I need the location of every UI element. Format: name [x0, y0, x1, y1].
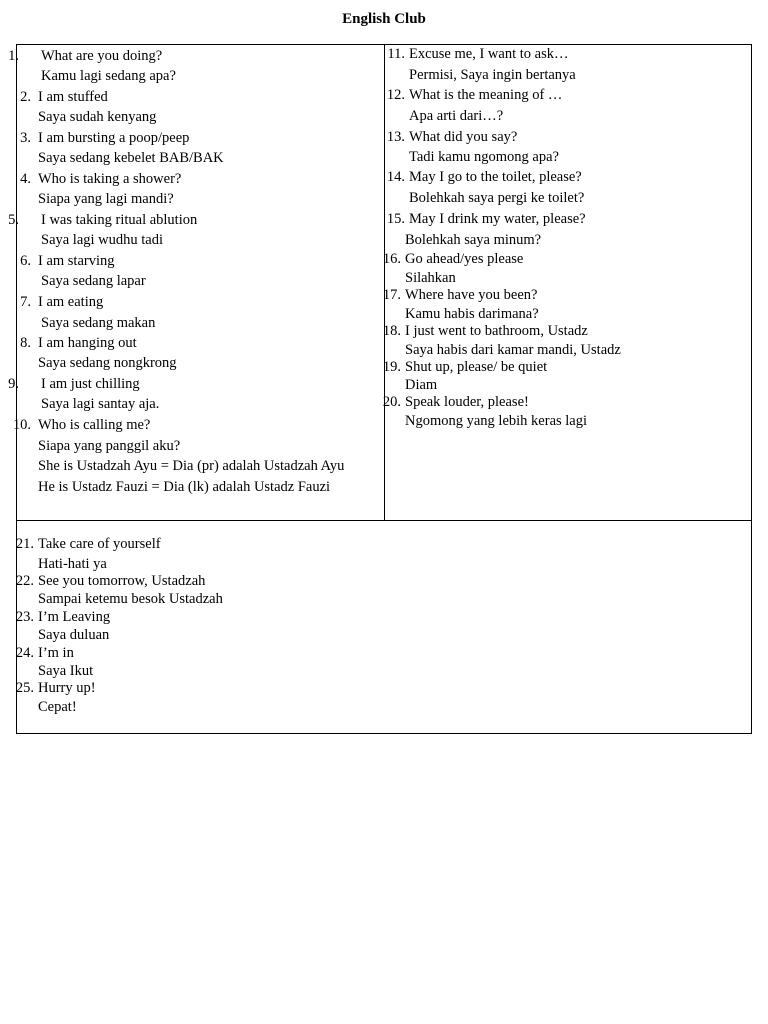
- item-number: 16.: [382, 251, 401, 267]
- english-phrase: I’m in: [38, 645, 74, 661]
- item-number: 24.: [15, 645, 34, 661]
- english-phrase: Shut up, please/ be quiet: [405, 359, 548, 375]
- item-number: 4.: [20, 171, 31, 187]
- item-number: 25.: [15, 680, 34, 696]
- english-phrase: I am stuffed: [38, 89, 108, 105]
- english-phrase: Hurry up!: [38, 680, 96, 696]
- item-number: 14.: [386, 169, 405, 185]
- english-phrase: I’m Leaving: [38, 609, 111, 625]
- english-phrase: Where have you been?: [405, 287, 538, 303]
- english-phrase: Excuse me, I want to ask…: [409, 46, 569, 62]
- english-phrase: Go ahead/yes please: [405, 251, 524, 267]
- english-phrase: I just went to bathroom, Ustadz: [405, 323, 588, 339]
- item-number: 20.: [382, 394, 401, 410]
- column-divider: [384, 45, 385, 520]
- item-number: 10.: [12, 417, 31, 433]
- english-phrase: May I drink my water, please?: [409, 211, 586, 227]
- english-phrase: What are you doing?: [41, 48, 163, 64]
- english-phrase: Speak louder, please!: [405, 394, 529, 410]
- item-number: 17.: [382, 287, 401, 303]
- item-number: 2.: [20, 89, 31, 105]
- indonesian-translation: Siapa yang panggil aku?: [38, 438, 181, 454]
- english-phrase: Who is taking a shower?: [38, 171, 182, 187]
- indonesian-translation: Saya sedang nongkrong: [38, 355, 177, 371]
- item-number: 3.: [20, 130, 31, 146]
- indonesian-translation: Bolehkah saya pergi ke toilet?: [409, 190, 585, 206]
- indonesian-translation: Diam: [405, 377, 438, 393]
- indonesian-translation: Permisi, Saya ingin bertanya: [409, 67, 576, 83]
- indonesian-translation: Saya lagi santay aja.: [41, 396, 160, 412]
- english-phrase: May I go to the toilet, please?: [409, 169, 582, 185]
- english-phrase: I am hanging out: [38, 335, 137, 351]
- english-phrase: What is the meaning of …: [409, 87, 563, 103]
- item-number: 13.: [386, 129, 405, 145]
- item-number: 18.: [382, 323, 401, 339]
- indonesian-translation: Saya sedang kebelet BAB/BAK: [38, 150, 224, 166]
- indonesian-translation: Tadi kamu ngomong apa?: [409, 149, 559, 165]
- item-number: 9.: [8, 376, 19, 392]
- english-phrase: I was taking ritual ablution: [41, 212, 198, 228]
- indonesian-translation: Siapa yang lagi mandi?: [38, 191, 174, 207]
- page-title: English Club: [342, 11, 426, 27]
- indonesian-translation: Saya sedang makan: [41, 315, 156, 331]
- item-number: 6.: [20, 253, 31, 269]
- indonesian-translation: Sampai ketemu besok Ustadzah: [38, 591, 223, 607]
- indonesian-translation: Saya Ikut: [38, 663, 94, 679]
- english-phrase: Take care of yourself: [38, 536, 161, 552]
- indonesian-translation: Bolehkah saya minum?: [405, 232, 542, 248]
- indonesian-translation: Saya duluan: [38, 627, 110, 643]
- item-number: 19.: [382, 359, 401, 375]
- indonesian-translation: Saya habis dari kamar mandi, Ustadz: [405, 342, 621, 358]
- item-number: 5.: [8, 212, 19, 228]
- indonesian-translation: Saya sudah kenyang: [38, 109, 157, 125]
- indonesian-translation: Kamu lagi sedang apa?: [41, 68, 176, 84]
- item-number: 23.: [15, 609, 34, 625]
- item-number: 12.: [386, 87, 405, 103]
- english-phrase: Who is calling me?: [38, 417, 151, 433]
- example-sentence: She is Ustadzah Ayu = Dia (pr) adalah Ustadzah Ayu: [38, 458, 345, 474]
- indonesian-translation: Apa arti dari…?: [409, 108, 504, 124]
- english-phrase: I am eating: [38, 294, 104, 310]
- section-divider: [17, 520, 751, 521]
- item-number: 8.: [20, 335, 31, 351]
- indonesian-translation: Silahkan: [405, 270, 456, 286]
- english-phrase: I am bursting a poop/peep: [38, 130, 190, 146]
- item-number: 7.: [20, 294, 31, 310]
- indonesian-translation: Ngomong yang lebih keras lagi: [405, 413, 588, 429]
- english-phrase: I am just chilling: [41, 376, 140, 392]
- example-sentence: He is Ustadz Fauzi = Dia (lk) adalah Ustadz Fauzi: [38, 479, 331, 495]
- english-phrase: I am starving: [38, 253, 115, 269]
- item-number: 15.: [386, 211, 405, 227]
- item-number: 21.: [15, 536, 34, 552]
- indonesian-translation: Saya sedang lapar: [41, 273, 146, 289]
- indonesian-translation: Hati-hati ya: [38, 556, 107, 572]
- phrase-table: [8, 44, 752, 734]
- english-phrase: What did you say?: [409, 129, 518, 145]
- indonesian-translation: Kamu habis darimana?: [405, 306, 539, 322]
- item-number: 1.: [8, 48, 19, 64]
- item-number: 11.: [387, 46, 405, 62]
- indonesian-translation: Saya lagi wudhu tadi: [41, 232, 164, 248]
- item-number: 22.: [15, 573, 34, 589]
- indonesian-translation: Cepat!: [38, 699, 77, 715]
- english-phrase: See you tomorrow, Ustadzah: [38, 573, 206, 589]
